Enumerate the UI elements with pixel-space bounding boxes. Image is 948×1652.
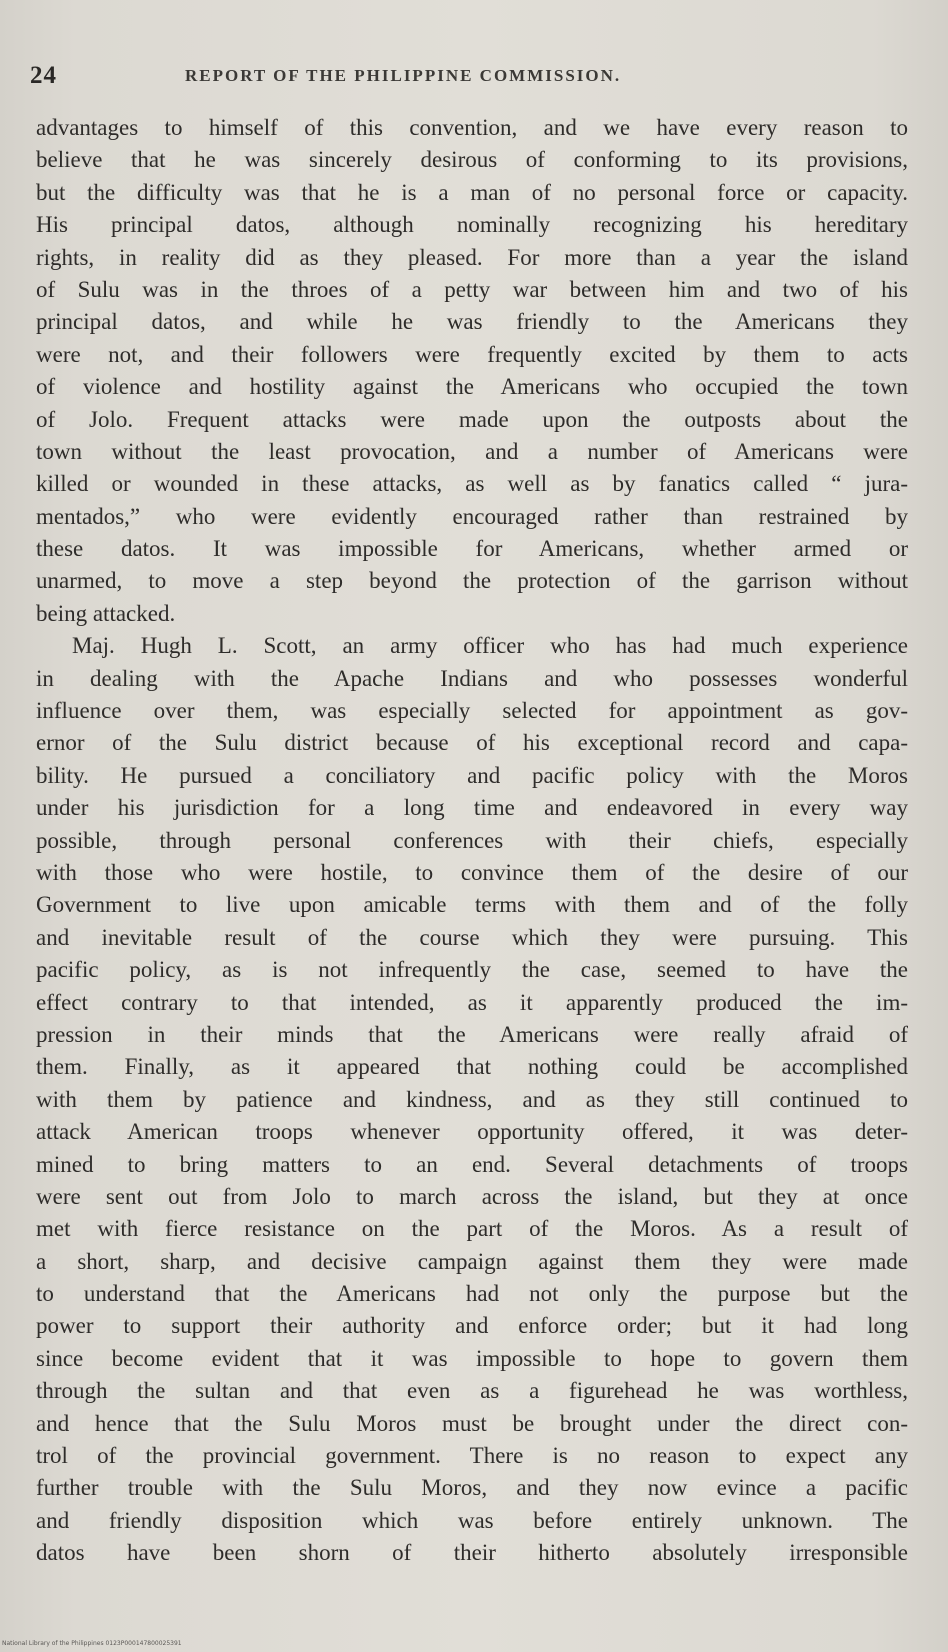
text-line: mentados,” who were evidently encouraged rather than restrained by: [36, 503, 908, 529]
text-line: being attacked.: [36, 600, 176, 626]
text-line: principal datos, and while he was friendly to the Americans they: [36, 309, 908, 335]
text-line: possible, through personal conferences with their chiefs, especially: [36, 827, 908, 853]
text-line: rights, in reality did as they pleased. For more than a year the island: [36, 244, 908, 270]
text-line: bility. He pursued a conciliatory and pacific policy with the Moros: [36, 762, 908, 788]
text-line: killed or wounded in these attacks, as well as by fanatics called “ jura-: [36, 471, 908, 497]
text-line: trol of the provincial government. There is no reason to expect any: [36, 1443, 908, 1469]
text-line: datos have been shorn of their hitherto absolutely irresponsible: [36, 1540, 908, 1566]
text-line: ernor of the Sulu district because of his exceptional record and capa-: [36, 730, 908, 756]
body-text: [36, 112, 908, 1570]
text-line: believe that he was sincerely desirous of conforming to its provisions,: [36, 147, 908, 173]
text-line: with them by patience and kindness, and as they still continued to: [36, 1086, 908, 1112]
page-number: 24: [30, 62, 57, 89]
text-line: in dealing with the Apache Indians and who possesses wonderful: [36, 665, 908, 691]
text-line: and inevitable result of the course which they were pursuing. This: [36, 924, 908, 950]
text-line: and friendly disposition which was before entirely unknown. The: [36, 1507, 908, 1533]
text-line: but the difficulty was that he is a man of no personal force or capacity.: [36, 179, 908, 205]
text-line: attack American troops whenever opportunity offered, it was deter-: [36, 1119, 908, 1145]
text-line: with those who were hostile, to convince them of the desire of our: [36, 859, 908, 885]
text-line: since become evident that it was impossible to hope to govern them: [36, 1345, 908, 1371]
text-line: were sent out from Jolo to march across the island, but they at once: [36, 1183, 908, 1209]
text-line: His principal datos, although nominally recognizing his hereditary: [36, 212, 908, 238]
text-line: effect contrary to that intended, as it apparently produced the im-: [36, 989, 908, 1015]
text-line: and hence that the Sulu Moros must be brought under the direct con-: [36, 1410, 908, 1436]
text-line: pression in their minds that the Americans were really afraid of: [36, 1021, 908, 1047]
scan-footer-note: National Library of the Philippines 0123P000147800025391: [2, 1640, 182, 1647]
text-line: mined to bring matters to an end. Several detachments of troops: [36, 1151, 908, 1177]
text-line: influence over them, was especially selected for appointment as gov-: [36, 698, 908, 724]
text-line: of Jolo. Frequent attacks were made upon the outposts about the: [36, 406, 908, 432]
text-line: a short, sharp, and decisive campaign against them they were made: [36, 1248, 908, 1274]
text-line: unarmed, to move a step beyond the protection of the garrison without: [36, 568, 908, 594]
text-line: of violence and hostility against the Americans who occupied the town: [36, 374, 908, 400]
running-head: REPORT OF THE PHILIPPINE COMMISSION.: [185, 66, 622, 85]
text-line: advantages to himself of this convention, and we have every reason to: [36, 115, 908, 140]
text-line: these datos. It was impossible for Americans, whether armed or: [36, 536, 908, 562]
text-line: them. Finally, as it appeared that nothing could be accomplished: [36, 1054, 908, 1080]
text-line: Government to live upon amicable terms with them and of the folly: [36, 892, 908, 918]
text-line: under his jurisdiction for a long time and endeavored in every way: [36, 795, 908, 821]
text-line: town without the least provocation, and a number of Americans were: [36, 438, 908, 464]
paragraph: [36, 112, 908, 630]
text-line: through the sultan and that even as a figurehead he was worthless,: [36, 1378, 908, 1404]
paragraph: [36, 630, 908, 1569]
text-line: Maj. Hugh L. Scott, an army officer who has had much experience: [72, 633, 908, 659]
text-line: power to support their authority and enforce order; but it had long: [36, 1313, 908, 1339]
page-header: [30, 62, 910, 94]
text-line: pacific policy, as is not infrequently the case, seemed to have the: [36, 957, 908, 983]
text-line: were not, and their followers were frequently excited by them to acts: [36, 341, 908, 367]
text-line: met with fierce resistance on the part of the Moros. As a result of: [36, 1216, 908, 1242]
text-line: of Sulu was in the throes of a petty war between him and two of his: [36, 276, 908, 302]
text-line: to understand that the Americans had not only the purpose but the: [36, 1281, 908, 1307]
text-line: further trouble with the Sulu Moros, and they now evince a pacific: [36, 1475, 908, 1501]
